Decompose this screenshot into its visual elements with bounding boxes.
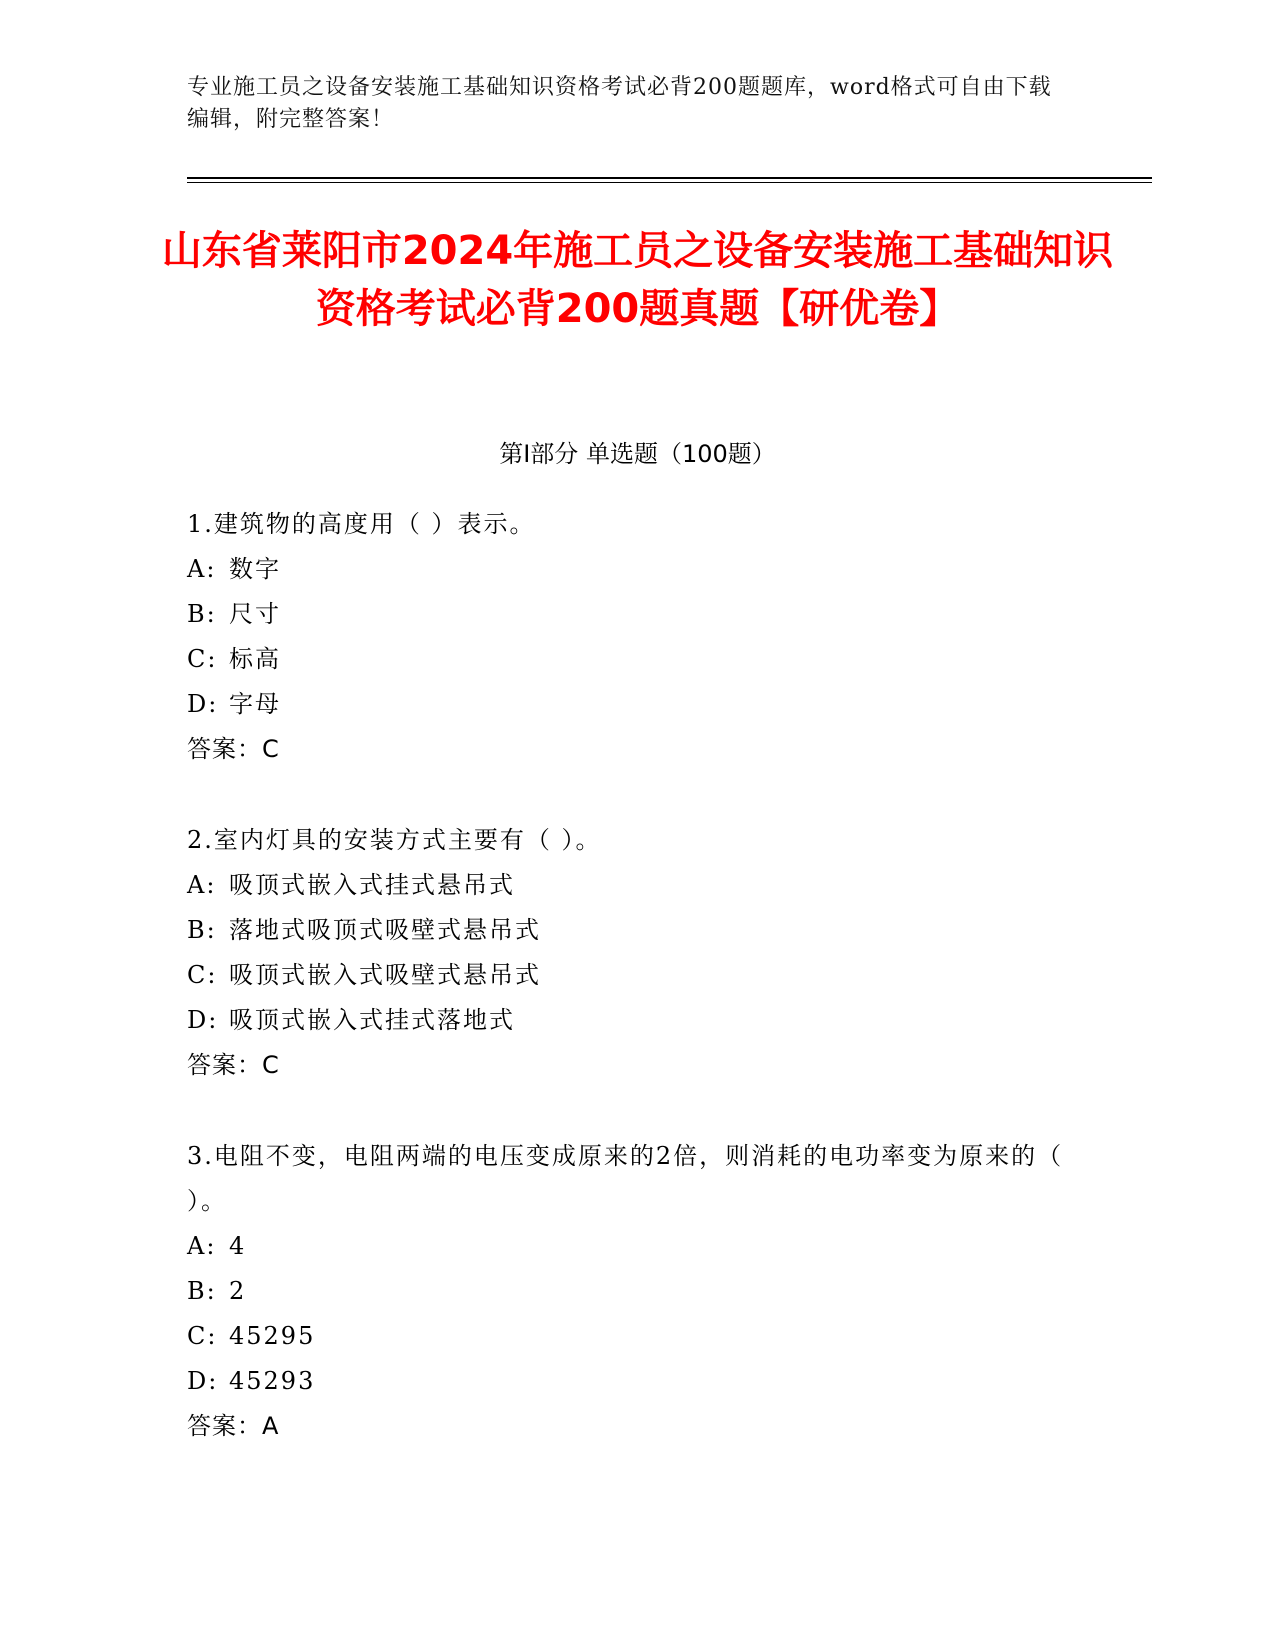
option-text: 吸顶式嵌入式挂式落地式 bbox=[229, 1006, 515, 1034]
option-d bbox=[187, 998, 1067, 1043]
question-2 bbox=[187, 818, 1067, 1088]
option-text: 标高 bbox=[229, 645, 281, 673]
option-b bbox=[187, 908, 1067, 953]
option-text: 尺寸 bbox=[229, 600, 281, 628]
question-stem: 3.电阻不变，电阻两端的电压变成原来的2倍，则消耗的电功率变为原来的（ ）。 bbox=[187, 1142, 1064, 1215]
option-letter: B: bbox=[187, 600, 217, 628]
option-letter: D: bbox=[187, 1006, 219, 1034]
header-divider-thick bbox=[187, 177, 1152, 179]
option-letter: C: bbox=[187, 645, 218, 673]
question-1 bbox=[187, 502, 1067, 772]
option-a bbox=[187, 1224, 1067, 1269]
option-letter: B: bbox=[187, 916, 217, 944]
option-letter: C: bbox=[187, 961, 218, 989]
answer-line: 答案：C bbox=[187, 735, 280, 763]
option-letter: D: bbox=[187, 690, 219, 718]
document-title: 山东省莱阳市2024年施工员之设备安装施工基础知识资格考试必背200题真题【研优卷】 bbox=[161, 228, 1114, 332]
section-title: 第I部分 单选题（100题） bbox=[499, 440, 776, 468]
option-text: 45293 bbox=[229, 1367, 316, 1395]
option-b bbox=[187, 592, 1067, 637]
option-text: 吸顶式嵌入式吸壁式悬吊式 bbox=[229, 961, 541, 989]
option-c bbox=[187, 637, 1067, 682]
option-c bbox=[187, 1314, 1067, 1359]
header-note: 专业施工员之设备安装施工基础知识资格考试必背200题题库，word格式可自由下载编辑，附完整答案！ bbox=[187, 75, 1052, 132]
option-d bbox=[187, 682, 1067, 727]
option-letter: A: bbox=[187, 1232, 217, 1260]
option-d bbox=[187, 1359, 1067, 1404]
question-stem: 2.室内灯具的安装方式主要有（ ）。 bbox=[187, 826, 602, 854]
option-text: 数字 bbox=[229, 555, 281, 583]
header-divider-thin bbox=[187, 182, 1152, 183]
option-text: 吸顶式嵌入式挂式悬吊式 bbox=[229, 871, 515, 899]
option-a bbox=[187, 863, 1067, 908]
option-text: 落地式吸顶式吸壁式悬吊式 bbox=[229, 916, 541, 944]
answer-line: 答案：C bbox=[187, 1051, 280, 1079]
option-a bbox=[187, 547, 1067, 592]
question-stem: 1.建筑物的高度用（ ）表示。 bbox=[187, 510, 536, 538]
answer-line: 答案：A bbox=[187, 1412, 280, 1440]
option-b bbox=[187, 1269, 1067, 1314]
question-3 bbox=[187, 1134, 1067, 1449]
option-text: 4 bbox=[229, 1232, 247, 1260]
option-letter: B: bbox=[187, 1277, 217, 1305]
option-letter: D: bbox=[187, 1367, 219, 1395]
option-letter: A: bbox=[187, 555, 217, 583]
option-text: 2 bbox=[229, 1277, 247, 1305]
option-text: 45295 bbox=[229, 1322, 316, 1350]
option-letter: A: bbox=[187, 871, 217, 899]
option-letter: C: bbox=[187, 1322, 218, 1350]
option-text: 字母 bbox=[229, 690, 281, 718]
option-c bbox=[187, 953, 1067, 998]
